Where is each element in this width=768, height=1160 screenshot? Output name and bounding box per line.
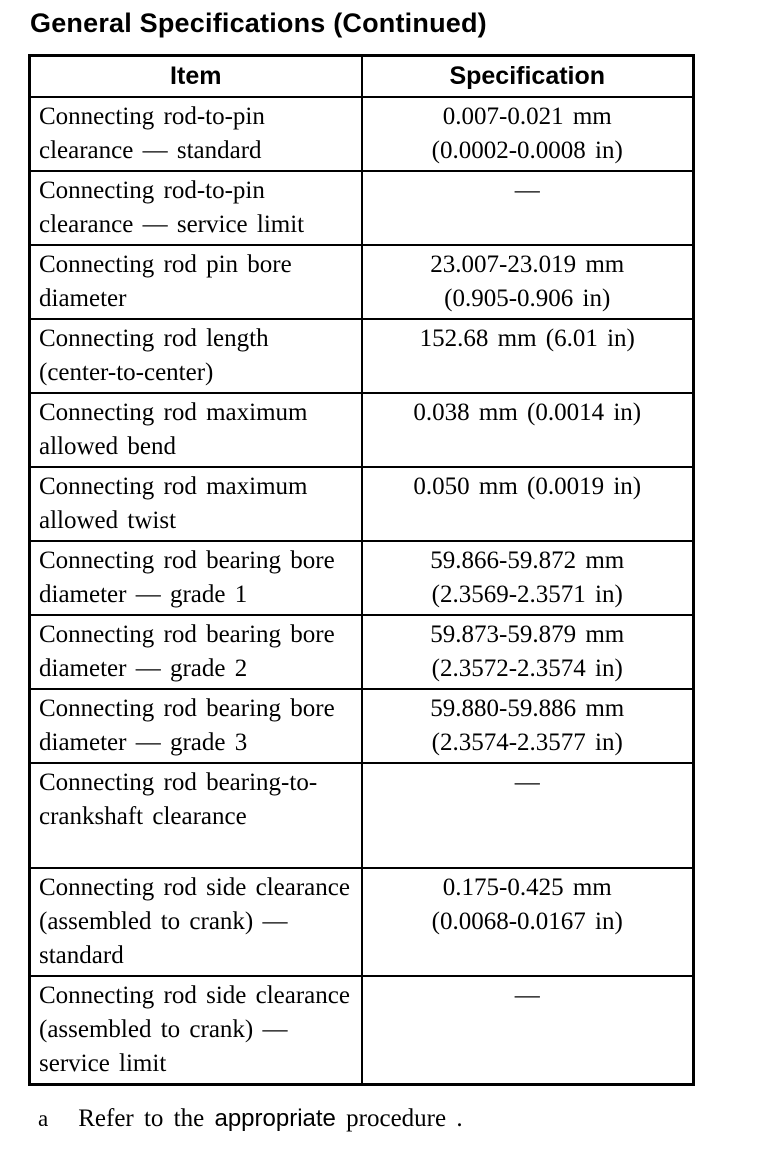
item-cell: Connecting rod length (center-to-center) — [30, 319, 362, 393]
spec-line-1: 59.866-59.872 mm — [430, 546, 625, 574]
item-cell: Connecting rod bearing-to-crankshaft clearance — [30, 763, 362, 868]
spec-line-1: 23.007-23.019 mm — [430, 250, 625, 278]
table-row — [30, 868, 694, 976]
footnote-text-part1: Refer to the — [78, 1104, 205, 1132]
spec-line-1: 0.007-0.021 mm — [442, 102, 612, 130]
table-row — [30, 467, 694, 541]
table-row — [30, 615, 694, 689]
page-title: General Specifications (Continued) — [30, 8, 487, 38]
spec-cell — [362, 541, 694, 615]
item-cell: Connecting rod maximum allowed twist — [30, 467, 362, 541]
col-header-item: Item — [30, 56, 362, 97]
spec-line-2: (2.3569-2.3571 in) — [431, 580, 623, 608]
footnote-marker: a — [38, 1105, 49, 1131]
item-cell: Connecting rod pin bore diameter — [30, 245, 362, 319]
spec-line-1: 0.175-0.425 mm — [442, 873, 612, 901]
spec-cell — [362, 319, 694, 393]
spec-cell — [362, 171, 694, 245]
footnote — [38, 1104, 768, 1134]
spec-line-1: — — [514, 176, 540, 204]
table-row — [30, 245, 694, 319]
col-header-specification: Specification — [362, 56, 694, 97]
spec-cell — [362, 467, 694, 541]
table-row — [30, 319, 694, 393]
spec-cell — [362, 393, 694, 467]
footnote-text-appropriate: appropriate — [214, 1104, 336, 1132]
spec-line-2: (0.0002-0.0008 in) — [431, 136, 623, 164]
spec-cell — [362, 763, 694, 868]
spec-line-1: 59.880-59.886 mm — [430, 694, 625, 722]
spec-line-1: 0.050 mm (0.0019 in) — [413, 472, 642, 500]
spec-line-2: (0.0068-0.0167 in) — [431, 907, 623, 935]
spec-line-2: (0.905-0.906 in) — [444, 284, 611, 312]
spec-line-1: — — [514, 981, 540, 1009]
item-cell: Connecting rod side clearance (assembled to crank) — service limit — [30, 976, 362, 1085]
footnote-text-part2: procedure . — [346, 1104, 463, 1132]
item-cell: Connecting rod-to-pin clearance — standard — [30, 97, 362, 171]
table-row — [30, 541, 694, 615]
spec-line-1: 59.873-59.879 mm — [430, 620, 625, 648]
header-row — [30, 56, 694, 97]
spec-table — [28, 54, 695, 1086]
spec-cell — [362, 868, 694, 976]
table-row — [30, 171, 694, 245]
item-cell: Connecting rod bearing bore diameter — grade 2 — [30, 615, 362, 689]
table-row — [30, 689, 694, 763]
spec-line-1: 0.038 mm (0.0014 in) — [413, 398, 642, 426]
table-row — [30, 763, 694, 868]
spec-cell — [362, 976, 694, 1085]
item-cell: Connecting rod maximum allowed bend — [30, 393, 362, 467]
table-row — [30, 393, 694, 467]
table-row — [30, 976, 694, 1085]
spec-cell — [362, 615, 694, 689]
table-row — [30, 97, 694, 171]
item-cell: Connecting rod-to-pin clearance — service limit — [30, 171, 362, 245]
spec-line-2: (2.3572-2.3574 in) — [431, 654, 623, 682]
spec-line-1: — — [514, 768, 540, 796]
spec-line-1: 152.68 mm (6.01 in) — [419, 324, 635, 352]
item-cell: Connecting rod side clearance (assembled to crank) — standard — [30, 868, 362, 976]
footnote-text — [78, 1104, 462, 1134]
spec-line-2: (2.3574-2.3577 in) — [431, 728, 623, 756]
item-cell: Connecting rod bearing bore diameter — grade 3 — [30, 689, 362, 763]
item-cell: Connecting rod bearing bore diameter — grade 1 — [30, 541, 362, 615]
spec-cell — [362, 245, 694, 319]
spec-cell — [362, 97, 694, 171]
spec-cell — [362, 689, 694, 763]
